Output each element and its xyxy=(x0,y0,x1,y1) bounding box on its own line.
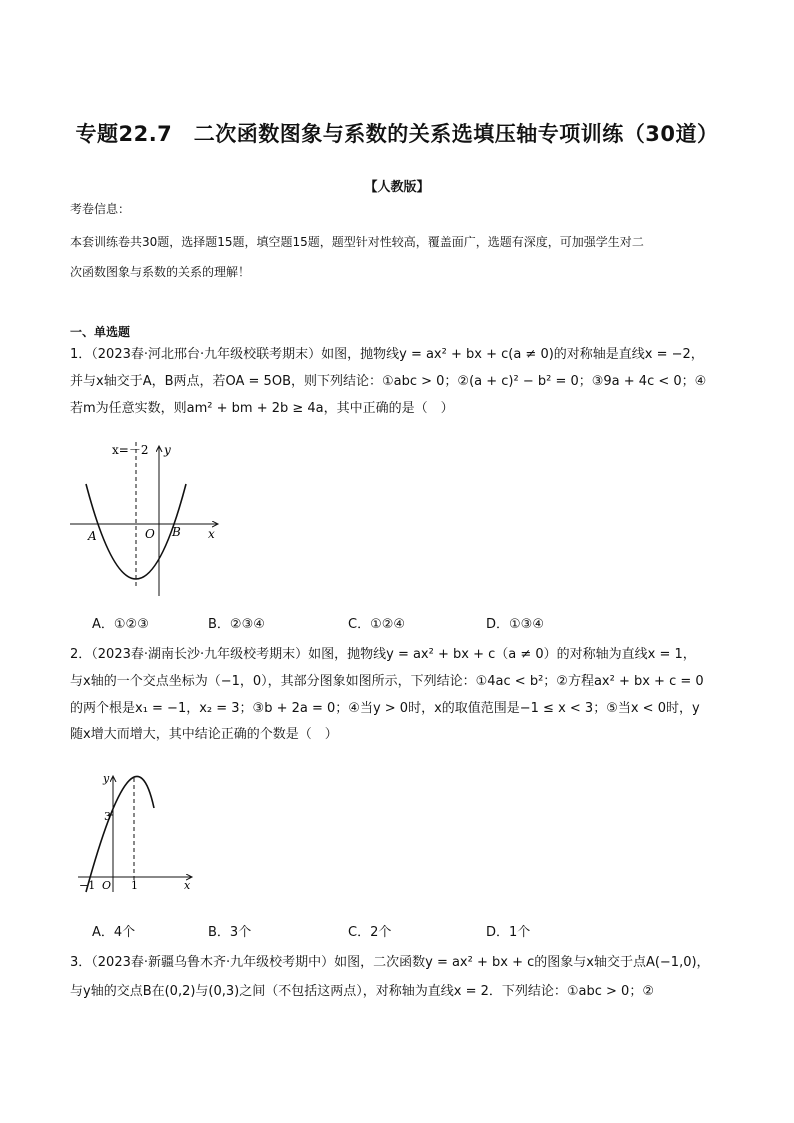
q1-y-label: y xyxy=(164,443,171,457)
q1-option-d[interactable]: D．①③④ xyxy=(486,617,544,632)
q2-option-d[interactable]: D．1个 xyxy=(486,925,531,940)
q1-text-line-3: 若m为任意实数，则am² + bm + 2b ≥ 4a，其中正确的是（ ） xyxy=(70,401,454,416)
edition-label: 【人教版】 xyxy=(364,180,430,195)
q2-y-label: y xyxy=(103,772,110,785)
q1-option-a[interactable]: A．①②③ xyxy=(92,617,149,632)
q2-graph xyxy=(76,768,200,894)
q1-origin: O xyxy=(145,527,155,541)
q2-text-line-4: 随x增大而增大，其中结论正确的个数是（ ） xyxy=(70,727,338,742)
q1-option-b[interactable]: B．②③④ xyxy=(208,617,265,632)
q2-x-label: x xyxy=(184,879,191,892)
q2-tick-label-neg1: −1 xyxy=(79,879,96,892)
q1-point-a: A xyxy=(88,529,97,543)
section-heading: 一、单选题 xyxy=(70,325,131,339)
q2-text-line-3: 的两个根是x₁ = −1，x₂ = 3；③b + 2a = 0；④当y > 0时，x的取值范围是−1 ≤ x < 3；⑤当x < 0时，y xyxy=(70,701,700,716)
q2-text-line-2: 与x轴的一个交点坐标为（−1，0），其部分图象如图所示，下列结论：①4ac < b²；②方程ax² + bx + c = 0 xyxy=(70,674,704,689)
info-text-line-2: 次函数图象与系数的关系的理解！ xyxy=(70,265,251,279)
page-title: 专题22.7 二次函数图象与系数的关系选填压轴专项训练（30道） xyxy=(75,122,719,146)
q2-parabola xyxy=(86,776,154,892)
q1-x-label: x xyxy=(208,527,215,541)
q2-option-c[interactable]: C．2个 xyxy=(348,925,392,940)
q3-text-line-2: 与y轴的交点B在(0,2)与(0,3)之间（不包括这两点），对称轴为直线x = 2．下列结论：①abc > 0；② xyxy=(70,984,654,999)
q2-option-a[interactable]: A．4个 xyxy=(92,925,136,940)
q1-option-c[interactable]: C．①②④ xyxy=(348,617,406,632)
q2-option-b[interactable]: B．3个 xyxy=(208,925,252,940)
q2-text-line-1: 2．（2023春·湖南长沙·九年级校考期末）如图，抛物线y = ax² + bx + c（a ≠ 0）的对称轴为直线x = 1， xyxy=(70,647,696,662)
q2-tick-label-1: 1 xyxy=(131,879,138,892)
q1-point-b: B xyxy=(172,525,181,539)
q1-text-line-1: 1．（2023春·河北邢台·九年级校联考期末）如图，抛物线y = ax² + bx + c(a ≠ 0)的对称轴是直线x = −2， xyxy=(70,347,704,362)
q1-graph xyxy=(66,438,226,600)
info-label: 考卷信息： xyxy=(70,202,131,216)
q1-text-line-2: 并与x轴交于A，B两点，若OA = 5OB，则下列结论：①abc > 0；②(a + c)² − b² = 0；③9a + 4c < 0；④ xyxy=(70,374,707,389)
q2-tick-label-3: 3 xyxy=(104,810,111,823)
q2-origin: O xyxy=(102,879,112,892)
q1-symmetry-label: x=－2 xyxy=(112,443,149,457)
info-text-line-1: 本套训练卷共30题，选择题15题，填空题15题，题型针对性较高，覆盖面广，选题有深度，可加强学生对二 xyxy=(70,235,644,249)
q3-text-line-1: 3．（2023春·新疆乌鲁木齐·九年级校考期中）如图，二次函数y = ax² + bx + c的图象与x轴交于点A(−1,0)， xyxy=(70,955,710,970)
